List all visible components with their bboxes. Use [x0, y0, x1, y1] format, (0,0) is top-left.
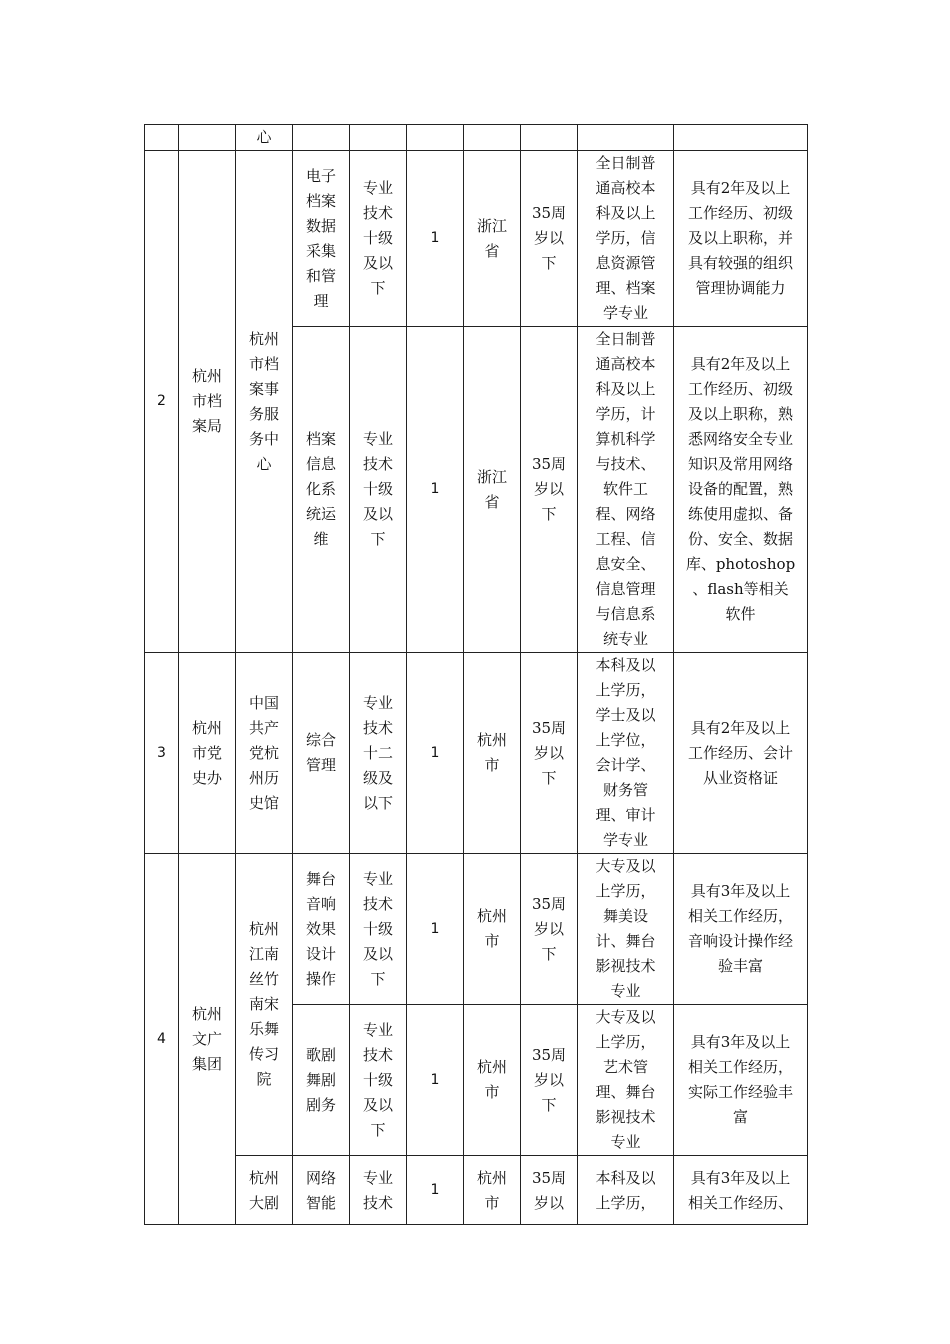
unit-cell: 杭州 大剧: [236, 1156, 293, 1225]
position-cell: 歌剧 舞剧 剧务: [293, 1005, 350, 1156]
scope-cell: 杭州 市: [464, 854, 521, 1005]
other-cell: [674, 125, 808, 151]
scope-cell: 浙江 省: [464, 151, 521, 327]
table-row: [145, 125, 808, 151]
age-cell: 35周 岁以 下: [521, 151, 578, 327]
count-cell: 1: [407, 653, 464, 854]
dept-cell: [179, 125, 236, 151]
count-cell: 1: [407, 327, 464, 653]
grade-cell: 专业 技术 十级 及以 下: [350, 1005, 407, 1156]
age-cell: 35周 岁以 下: [521, 854, 578, 1005]
grade-cell: 专业 技术 十二 级及 以下: [350, 653, 407, 854]
table-row: [145, 653, 808, 854]
dept-cell: 杭州 市档 案局: [179, 151, 236, 653]
other-cell: 具有2年及以上 工作经历、初级 及以上职称，并 具有较强的组织 管理协调能力: [674, 151, 808, 327]
position-cell: 网络 智能: [293, 1156, 350, 1225]
recruitment-table: [144, 124, 808, 1225]
position-cell: 舞台 音响 效果 设计 操作: [293, 854, 350, 1005]
position-cell: 档案 信息 化系 统运 维: [293, 327, 350, 653]
unit-cell: 心: [236, 125, 293, 151]
seq-cell: 3: [145, 653, 179, 854]
position-cell: 电子 档案 数据 采集 和管 理: [293, 151, 350, 327]
position-cell: 综合 管理: [293, 653, 350, 854]
seq-cell: [145, 125, 179, 151]
grade-cell: 专业 技术: [350, 1156, 407, 1225]
seq-cell: 4: [145, 854, 179, 1225]
count-cell: [407, 125, 464, 151]
other-cell: 具有3年及以上 相关工作经历， 实际工作经验丰 富: [674, 1005, 808, 1156]
table-row: [145, 854, 808, 1005]
education-cell: 全日制普 通高校本 科及以上 学历，信 息资源管 理、档案 学专业: [578, 151, 674, 327]
table-row: [145, 1156, 808, 1225]
unit-cell: 杭州 江南 丝竹 南宋 乐舞 传习 院: [236, 854, 293, 1156]
age-cell: [521, 125, 578, 151]
count-cell: 1: [407, 151, 464, 327]
table-row: [145, 151, 808, 327]
count-cell: 1: [407, 1156, 464, 1225]
education-cell: 大专及以 上学历， 艺术管 理、舞台 影视技术 专业: [578, 1005, 674, 1156]
dept-cell: 杭州 市党 史办: [179, 653, 236, 854]
seq-cell: 2: [145, 151, 179, 653]
scope-cell: 杭州 市: [464, 653, 521, 854]
education-cell: [578, 125, 674, 151]
other-cell: 具有3年及以上 相关工作经历、: [674, 1156, 808, 1225]
unit-cell: 杭州 市档 案事 务服 务中 心: [236, 151, 293, 653]
other-cell: 具有2年及以上 工作经历、初级 及以上职称，熟 悉网络安全专业 知识及常用网络 设备的配置，熟 练使用虚拟、备 份、安全、数据 库、photoshop 、flash等相关 软件: [674, 327, 808, 653]
scope-cell: 杭州 市: [464, 1156, 521, 1225]
grade-cell: [350, 125, 407, 151]
age-cell: 35周 岁以: [521, 1156, 578, 1225]
other-cell: 具有2年及以上 工作经历、会计 从业资格证: [674, 653, 808, 854]
unit-cell: 中国 共产 党杭 州历 史馆: [236, 653, 293, 854]
scope-cell: [464, 125, 521, 151]
scope-cell: 浙江 省: [464, 327, 521, 653]
dept-cell: 杭州 文广 集团: [179, 854, 236, 1225]
education-cell: 大专及以 上学历， 舞美设 计、舞台 影视技术 专业: [578, 854, 674, 1005]
count-cell: 1: [407, 854, 464, 1005]
education-cell: 全日制普 通高校本 科及以上 学历，计 算机科学 与技术、 软件工 程、网络 工程、信 息安全、 信息管理 与信息系 统专业: [578, 327, 674, 653]
age-cell: 35周 岁以 下: [521, 653, 578, 854]
other-cell: 具有3年及以上 相关工作经历， 音响设计操作经 验丰富: [674, 854, 808, 1005]
education-cell: 本科及以 上学历，: [578, 1156, 674, 1225]
grade-cell: 专业 技术 十级 及以 下: [350, 854, 407, 1005]
age-cell: 35周 岁以 下: [521, 327, 578, 653]
education-cell: 本科及以 上学历， 学士及以 上学位， 会计学、 财务管 理、审计 学专业: [578, 653, 674, 854]
age-cell: 35周 岁以 下: [521, 1005, 578, 1156]
grade-cell: 专业 技术 十级 及以 下: [350, 151, 407, 327]
grade-cell: 专业 技术 十级 及以 下: [350, 327, 407, 653]
count-cell: 1: [407, 1005, 464, 1156]
scope-cell: 杭州 市: [464, 1005, 521, 1156]
position-cell: [293, 125, 350, 151]
